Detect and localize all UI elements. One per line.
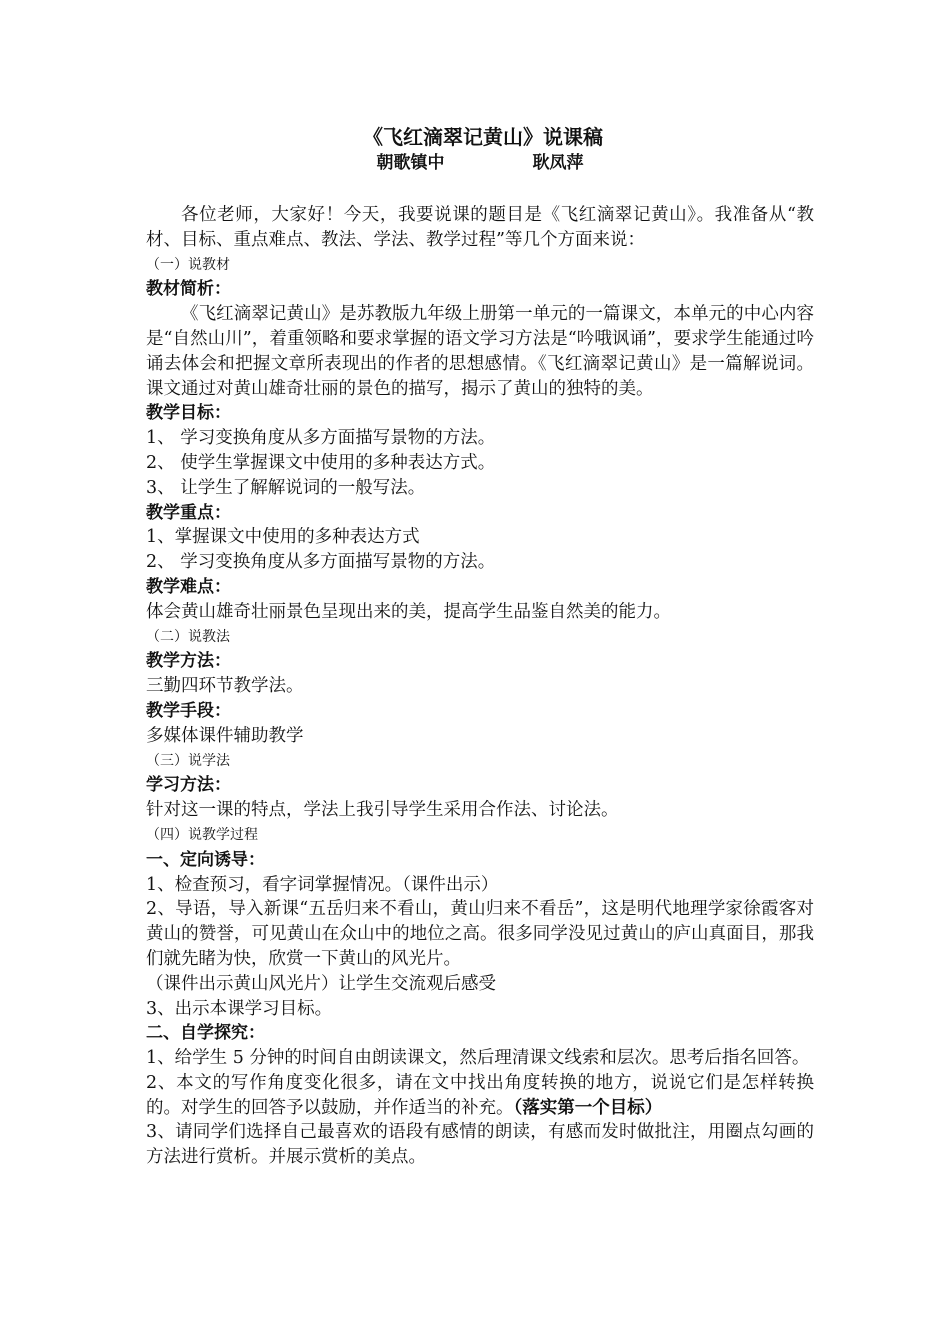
heading-shouduan: 教学手段： — [146, 700, 231, 721]
mubiao-item: 3、 让学生了解解说词的一般写法。 — [146, 477, 426, 498]
heading-jiaocai: 教材简析： — [146, 279, 231, 300]
dingxiang-item: 3、出示本课学习目标。 — [146, 998, 333, 1019]
shouduan-text: 多媒体课件辅助教学 — [146, 725, 304, 746]
zixue-item-2-text: 2、本文的写作角度变化很多，请在文中找出角度转换的地方，说说它们是怎样转换的。对学生的回答予以鼓励，并作适当的补充。 — [146, 1072, 814, 1118]
section-heading-2: （二）说教法 — [146, 628, 230, 645]
fangfa-text: 三勤四环节教学法。 — [146, 676, 304, 697]
author-name: 耿凤萍 — [532, 153, 584, 173]
zixue-item-1: 1、给学生 5 分钟的时间自由朗读课文，然后理清课文线索和层次。思考后指名回答。 — [146, 1048, 810, 1069]
dingxiang-item: 1、检查预习，看字词掌握情况。（课件出示） — [146, 874, 499, 895]
heading-xuefa: 学习方法： — [146, 775, 231, 796]
page-title: 《飞红滴翠记黄山》说课稿 — [363, 125, 603, 149]
zixue-item-2 — [146, 1071, 814, 1121]
dingxiang-item: 2、导语，导入新课“五岳归来不看山，黄山归来不看岳”，这是明代地理学家徐霞客对黄山的赞誉，可见黄山在众山中的地位之高。很多同学没见过黄山的庐山真面目，那我们就先睹为快，欣赏一下黄山的风光片。 — [146, 899, 814, 969]
mubiao-item: 2、 使学生掌握课文中使用的多种表达方式。 — [146, 452, 496, 473]
section-heading-3: （三）说学法 — [146, 752, 230, 769]
heading-fangfa: 教学方法： — [146, 651, 231, 672]
heading-mubiao: 教学目标： — [146, 403, 231, 424]
nandian-text: 体会黄山雄奇壮丽景色呈现出来的美，提高学生品鉴自然美的能力。 — [146, 601, 671, 622]
section-heading-4: （四）说教学过程 — [146, 826, 258, 843]
author-line — [146, 151, 814, 175]
document-body — [146, 123, 814, 1170]
dingxiang-item: （课件出示黄山风光片）让学生交流观后感受 — [146, 973, 496, 994]
zixue-item-2-goal: （落实第一个目标） — [513, 1097, 663, 1118]
xuefa-text: 针对这一课的特点，学法上我引导学生采用合作法、讨论法。 — [146, 800, 619, 821]
heading-nandian: 教学难点： — [146, 576, 231, 597]
heading-zhongdian: 教学重点： — [146, 502, 231, 523]
section-heading-1: （一）说教材 — [146, 256, 230, 273]
zhongdian-item: 2、 学习变换角度从多方面描写景物的方法。 — [146, 552, 496, 573]
author-school: 朝歌镇中 — [376, 153, 445, 173]
heading-dingxiang: 一、定向诱导： — [146, 849, 265, 870]
intro-paragraph: 各位老师，大家好！今天，我要说课的题目是《飞红滴翠记黄山》。我准备从“教材、目标、重点难点、教法、学法、教学过程”等几个方面来说： — [146, 205, 814, 250]
zhongdian-item: 1、掌握课文中使用的多种表达方式 — [146, 527, 420, 548]
mubiao-item: 1、 学习变换角度从多方面描写景物的方法。 — [146, 428, 496, 449]
zixue-item-3: 3、请同学们选择自己最喜欢的语段有感情的朗读，有感而发时做批注，用圈点勾画的方法进行赏析。并展示赏析的美点。 — [146, 1122, 814, 1168]
heading-zixue: 二、自学探究： — [146, 1023, 265, 1044]
jiaocai-paragraph: 《飞红滴翠记黄山》是苏教版九年级上册第一单元的一篇课文，本单元的中心内容是“自然山川”，着重领略和要求掌握的语文学习方法是“吟哦讽诵”，要求学生能通过吟诵去体会和把握文章所表现出的作者的思想感情。《飞红滴翠记黄山》是一篇解说词。课文通过对黄山雄奇壮丽的景色的描写，揭示了黄山的独特的美。 — [146, 304, 814, 399]
